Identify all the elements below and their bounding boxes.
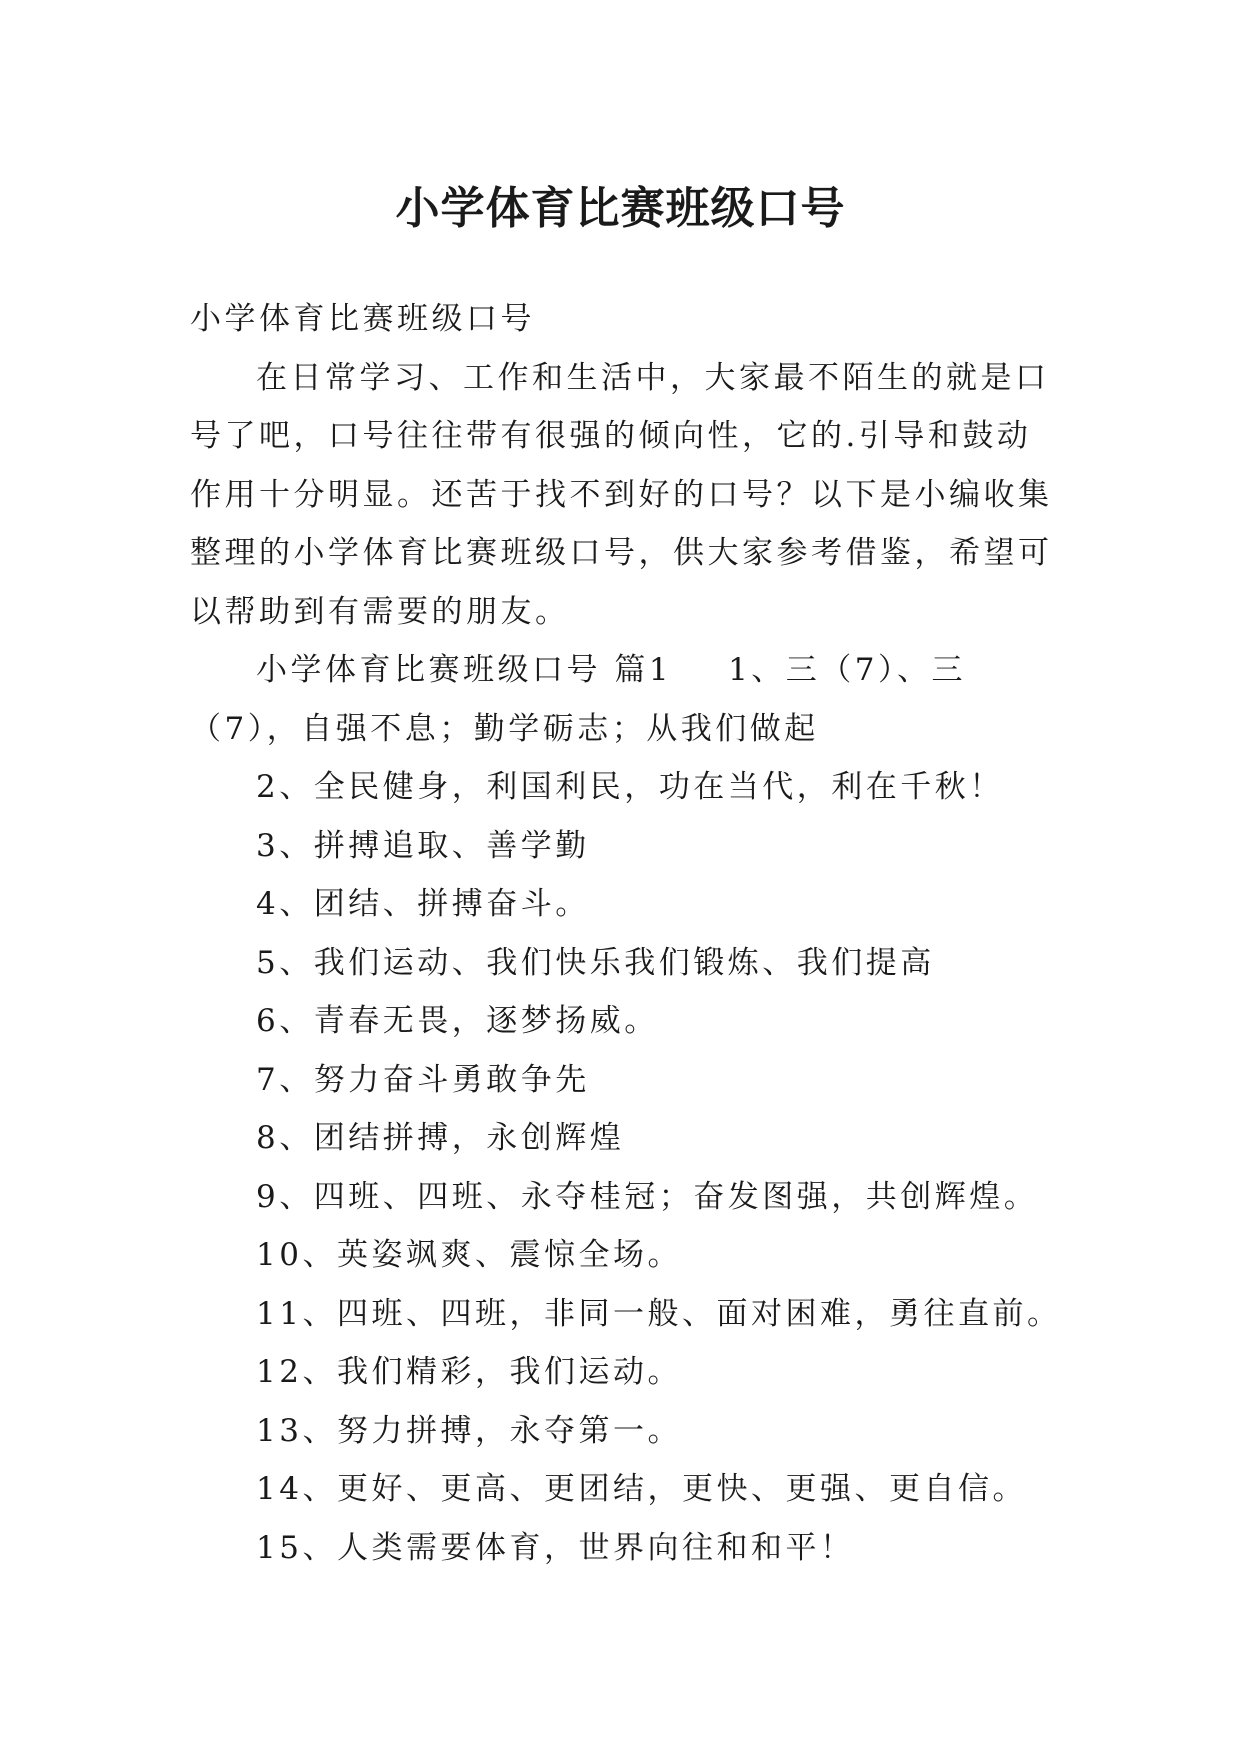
list-item: 12、我们精彩，我们运动。 <box>256 1354 682 1390</box>
section-heading: 小学体育比赛班级口号 篇1 <box>256 652 673 688</box>
list-item: 8、团结拼搏，永创辉煌 <box>256 1120 625 1156</box>
list-item: 11、四班、四班，非同一般、面对困难，勇往直前。 <box>256 1295 1062 1332</box>
list-item: 6、青春无畏，逐梦扬威。 <box>256 1003 659 1039</box>
list-item: 7、努力奋斗勇敢争先 <box>256 1061 590 1098</box>
document-subtitle: 小学体育比赛班级口号 <box>190 301 535 337</box>
list-item: 10、英姿飒爽、震惊全场。 <box>256 1237 682 1273</box>
document-title: 小学体育比赛班级口号 <box>395 183 846 235</box>
list-item: 9、四班、四班、永夺桂冠；奋发图强，共创辉煌。 <box>256 1178 1039 1215</box>
list-item: 4、团结、拼搏奋斗。 <box>256 886 590 922</box>
document-body <box>190 290 1062 1577</box>
section-paragraph <box>190 641 1056 758</box>
intro-paragraph: 在日常学习、工作和生活中，大家最不陌生的就是口号了吧，口号往往带有很强的倾向性，它的.引导和鼓动作用十分明显。还苦于找不到好的口号？以下是小编收集整理的小学体育比赛班级口号，供大家参考借鉴，希望可以帮助到有需要的朋友。 <box>190 359 1053 630</box>
first-list-item: 1、三（7）、三（7），自强不息；勤学砺志；从我们做起 <box>190 652 967 747</box>
list-item: 15、人类需要体育，世界向往和和平！ <box>256 1529 855 1566</box>
list-item: 3、拼搏追取、善学勤 <box>256 827 590 864</box>
list-item: 5、我们运动、我们快乐我们锻炼、我们提高 <box>256 944 935 981</box>
list-item: 2、全民健身，利国利民，功在当代，利在千秋！ <box>256 769 1004 805</box>
list-item: 14、更好、更高、更团结，更快、更强、更自信。 <box>256 1471 1027 1507</box>
list-item: 13、努力拼搏，永夺第一。 <box>256 1412 682 1449</box>
